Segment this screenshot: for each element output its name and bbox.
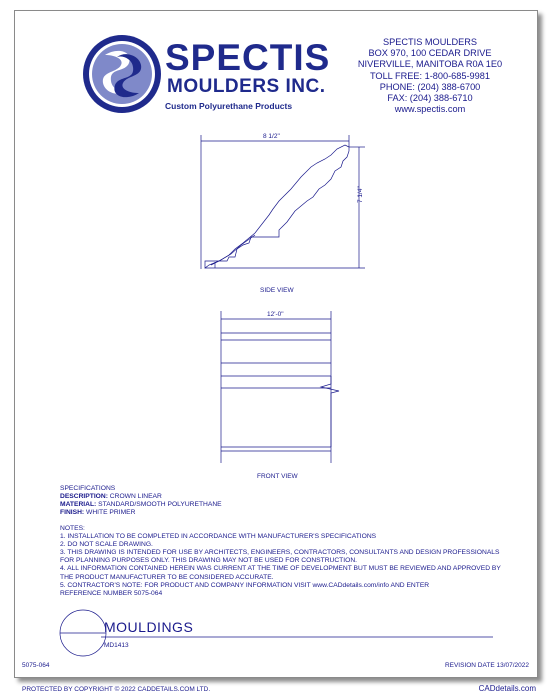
spec-finish xyxy=(60,509,222,517)
spec-description xyxy=(60,493,222,501)
notes-heading: NOTES: xyxy=(60,525,85,532)
company-name-line2: MOULDERS INC. xyxy=(167,76,326,97)
spec-material xyxy=(60,501,222,509)
note-line: 4. ALL INFORMATION CONTAINED HEREIN WAS CURRENT AT THE TIME OF DEVELOPMENT BUT MUST BE REVIEWED AND APPROVED BY xyxy=(60,565,501,573)
contact-line: BOX 970, 100 CEDAR DRIVE xyxy=(368,48,492,59)
revision-date: REVISION DATE 13/07/2022 xyxy=(444,662,529,669)
note-line: 3. THIS DRAWING IS INTENDED FOR USE BY ARCHITECTS, ENGINEERS, CONTRACTORS, CONSULTANTS AND DESIGN PROFESSIONALS xyxy=(60,549,500,557)
spec-material-label: MATERIAL: xyxy=(60,501,97,509)
front-view-break xyxy=(321,376,339,447)
front-view-label: FRONT VIEW xyxy=(257,473,298,480)
spec-description-label: DESCRIPTION: xyxy=(60,493,108,501)
notes-block xyxy=(60,525,501,598)
contact-line: www.spectis.com xyxy=(394,104,466,115)
side-height-dimension: 7 1/4" xyxy=(357,186,364,203)
contact-line: NIVERVILLE, MANITOBA R0A 1E0 xyxy=(357,59,503,70)
drawing-sheet xyxy=(14,10,538,678)
drawing-number: 5075-064 xyxy=(22,662,50,669)
note-line: REFERENCE NUMBER 5075-064 xyxy=(60,589,163,597)
company-tagline: Custom Polyurethane Products xyxy=(165,101,293,111)
note-line: 1. INSTALLATION TO BE COMPLETED IN ACCORDANCE WITH MANUFACTURER'S SPECIFICATIONS xyxy=(60,533,377,541)
front-length-dimension: 12'-0" xyxy=(267,311,284,318)
copyright-notice: PROTECTED BY COPYRIGHT © 2022 CADDETAILS.COM LTD. xyxy=(22,686,211,693)
crown-profile xyxy=(205,145,349,268)
contact-line: TOLL FREE: 1-800-685-9981 xyxy=(369,70,490,81)
spec-finish-value: WHITE PRIMER xyxy=(86,509,136,517)
caddetails-brand: CADdetails.com xyxy=(478,684,536,693)
spec-material-value: STANDARD/SMOOTH POLYURETHANE xyxy=(98,501,222,509)
spec-finish-label: FINISH: xyxy=(60,509,85,517)
drawing-title: MOULDINGS xyxy=(104,619,194,635)
spec-description-value: CROWN LINEAR xyxy=(109,493,162,501)
company-name-line1: SPECTIS xyxy=(165,37,331,78)
specifications-heading: SPECIFICATIONS xyxy=(60,485,116,492)
contact-line: PHONE: (204) 388-6700 xyxy=(379,81,481,92)
contact-line: FAX: (204) 388-6710 xyxy=(387,93,473,104)
contact-line: SPECTIS MOULDERS xyxy=(383,37,477,47)
drawing-code: MD1413 xyxy=(104,642,129,649)
side-width-dimension: 8 1/2" xyxy=(263,133,280,140)
note-line: 2. DO NOT SCALE DRAWING. xyxy=(60,541,153,549)
specifications-block xyxy=(60,485,222,517)
note-line: FOR PLANNING PURPOSES ONLY. THIS DRAWING MAY NOT BE USED FOR CONSTRUCTION. xyxy=(60,557,358,565)
crown-profile-inner xyxy=(211,235,255,265)
note-line: 5. CONTRACTOR'S NOTE: FOR PRODUCT AND COMPANY INFORMATION VISIT www.CADdetails.com/info AND ENTER xyxy=(60,581,430,589)
note-line: THE PRODUCT MANUFACTURER TO BE CONSIDERED ACCURATE. xyxy=(60,573,274,581)
side-view-label: SIDE VIEW xyxy=(260,287,294,294)
